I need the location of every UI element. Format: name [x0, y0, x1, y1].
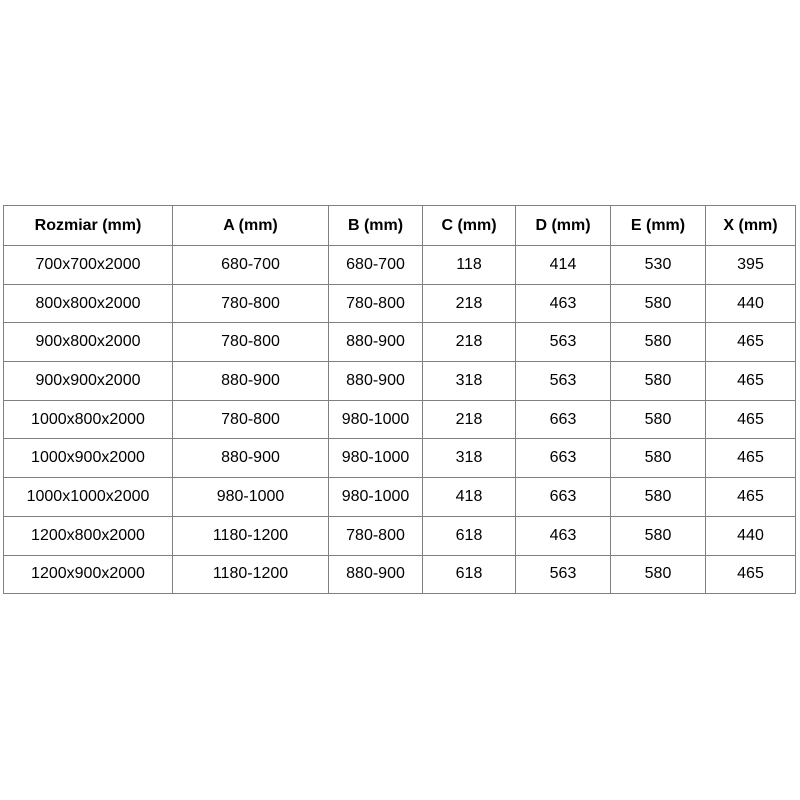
table-cell: 663: [516, 400, 611, 439]
table-cell: 618: [423, 516, 516, 555]
table-row: [4, 439, 796, 478]
table-cell: 1200x900x2000: [4, 555, 173, 594]
table-cell: 780-800: [329, 516, 423, 555]
table-cell: 1000x800x2000: [4, 400, 173, 439]
table-cell: 465: [706, 400, 796, 439]
table-cell: 580: [611, 284, 706, 323]
table-cell: 663: [516, 478, 611, 517]
table-cell: 318: [423, 362, 516, 401]
table-cell: 440: [706, 516, 796, 555]
table-row: [4, 323, 796, 362]
table-cell: 880-900: [173, 362, 329, 401]
table-cell: 980-1000: [173, 478, 329, 517]
column-header-1: A (mm): [173, 206, 329, 246]
table-cell: 1200x800x2000: [4, 516, 173, 555]
table-cell: 980-1000: [329, 478, 423, 517]
column-header-0: Rozmiar (mm): [4, 206, 173, 246]
table-cell: 900x900x2000: [4, 362, 173, 401]
column-header-3: C (mm): [423, 206, 516, 246]
table-cell: 318: [423, 439, 516, 478]
table-cell: 218: [423, 284, 516, 323]
table-cell: 900x800x2000: [4, 323, 173, 362]
table-row: [4, 284, 796, 323]
column-header-5: E (mm): [611, 206, 706, 246]
table-row: [4, 400, 796, 439]
table-body: [4, 246, 796, 594]
table-cell: 563: [516, 323, 611, 362]
table-cell: 700x700x2000: [4, 246, 173, 285]
table-cell: 563: [516, 362, 611, 401]
table-cell: 580: [611, 555, 706, 594]
table-cell: 465: [706, 555, 796, 594]
table-cell: 580: [611, 362, 706, 401]
table-cell: 980-1000: [329, 439, 423, 478]
table-cell: 463: [516, 516, 611, 555]
column-header-6: X (mm): [706, 206, 796, 246]
table-cell: 580: [611, 478, 706, 517]
table-cell: 580: [611, 323, 706, 362]
table-cell: 800x800x2000: [4, 284, 173, 323]
table-cell: 563: [516, 555, 611, 594]
table-cell: 680-700: [329, 246, 423, 285]
table-header: [4, 206, 796, 246]
table-cell: 780-800: [329, 284, 423, 323]
table-cell: 465: [706, 478, 796, 517]
column-header-2: B (mm): [329, 206, 423, 246]
table-cell: 580: [611, 516, 706, 555]
table-row: [4, 246, 796, 285]
table-cell: 580: [611, 400, 706, 439]
table-cell: 1000x900x2000: [4, 439, 173, 478]
table-row: [4, 478, 796, 517]
table-cell: 1180-1200: [173, 516, 329, 555]
table-row: [4, 555, 796, 594]
table-cell: 118: [423, 246, 516, 285]
table-cell: 395: [706, 246, 796, 285]
table-cell: 1000x1000x2000: [4, 478, 173, 517]
header-row: [4, 206, 796, 246]
column-header-4: D (mm): [516, 206, 611, 246]
table-cell: 440: [706, 284, 796, 323]
table-cell: 463: [516, 284, 611, 323]
table-cell: 465: [706, 439, 796, 478]
table-cell: 880-900: [329, 323, 423, 362]
table-cell: 465: [706, 323, 796, 362]
table-row: [4, 362, 796, 401]
table-cell: 880-900: [329, 362, 423, 401]
table-cell: 680-700: [173, 246, 329, 285]
table-cell: 465: [706, 362, 796, 401]
size-table: [3, 205, 796, 594]
table-cell: 980-1000: [329, 400, 423, 439]
table-cell: 418: [423, 478, 516, 517]
table-cell: 663: [516, 439, 611, 478]
table-cell: 1180-1200: [173, 555, 329, 594]
table-cell: 780-800: [173, 323, 329, 362]
table-cell: 780-800: [173, 284, 329, 323]
table-cell: 618: [423, 555, 516, 594]
table-cell: 530: [611, 246, 706, 285]
table-row: [4, 516, 796, 555]
table-cell: 218: [423, 400, 516, 439]
table-cell: 880-900: [173, 439, 329, 478]
table-cell: 880-900: [329, 555, 423, 594]
table-cell: 218: [423, 323, 516, 362]
table-cell: 414: [516, 246, 611, 285]
table-cell: 580: [611, 439, 706, 478]
table-cell: 780-800: [173, 400, 329, 439]
